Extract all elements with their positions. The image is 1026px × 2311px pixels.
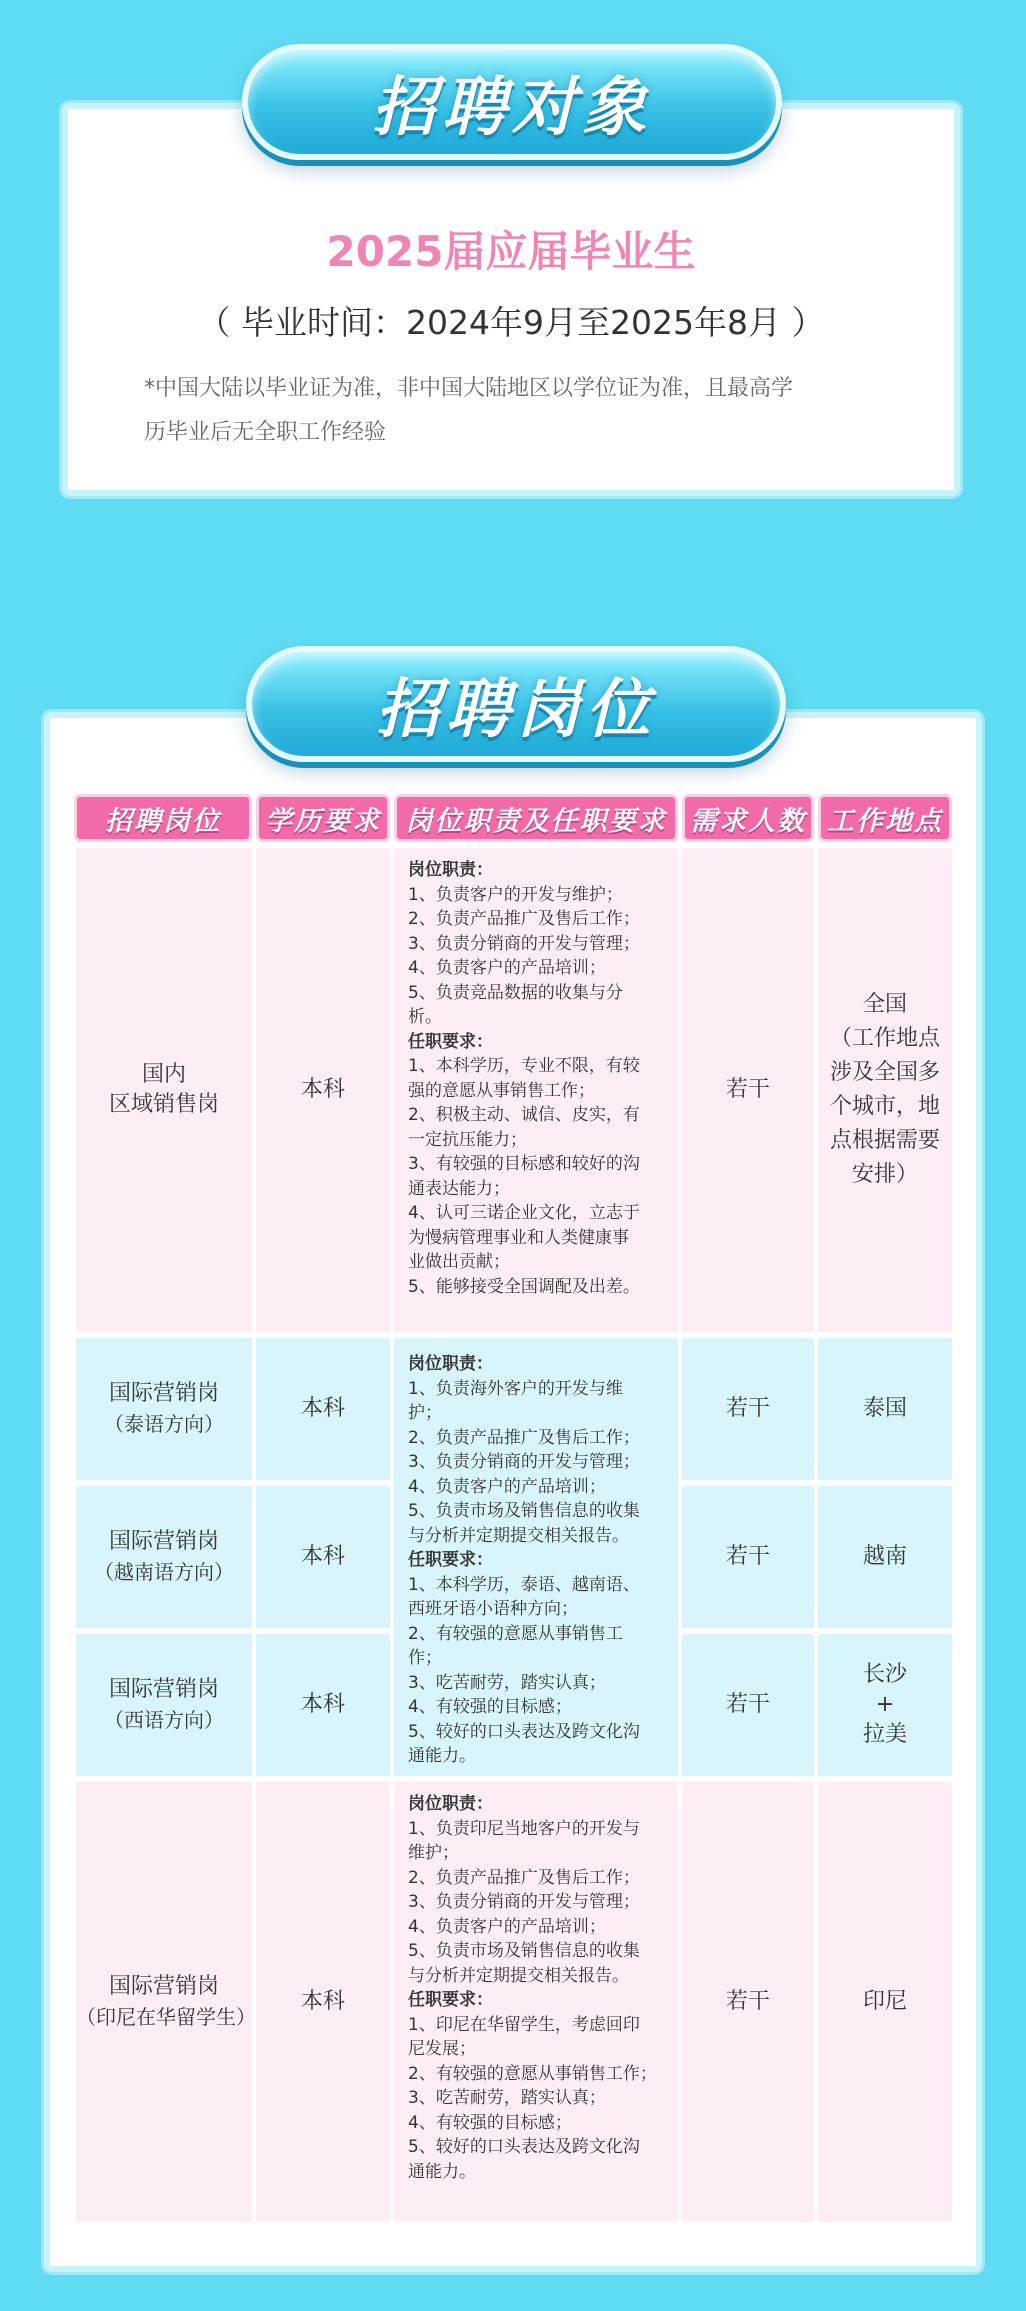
duty-item: 1、负责海外客户的开发与维 bbox=[408, 1378, 623, 1399]
requirement-item: 通能力。 bbox=[408, 1746, 476, 1766]
requirement-item: 1、印尼在华留学生，考虑回印 bbox=[408, 2014, 640, 2035]
table-row-position bbox=[76, 1634, 252, 1776]
location-line: 个城市，地 bbox=[829, 1094, 940, 1119]
table-row-position bbox=[76, 1782, 256, 2222]
position-name: 国内 bbox=[141, 1062, 186, 1087]
location-line: 涉及全国多 bbox=[829, 1060, 940, 1085]
header-education: 学历要求 bbox=[256, 794, 390, 842]
table-row-location: 印尼 bbox=[818, 1782, 952, 2222]
duties-heading: 岗位职责： bbox=[408, 860, 493, 880]
requirement-item: 5、较好的口头表达及跨文化沟 bbox=[408, 1721, 640, 1742]
position-name: 国际营销岗 bbox=[108, 1974, 219, 1999]
duty-item: 与分析并定期提交相关报告。 bbox=[408, 1965, 629, 1986]
table-row-headcount: 若干 bbox=[682, 848, 814, 1332]
table-row-education: 本科 bbox=[256, 1782, 390, 2222]
position-subname: （越南语方向） bbox=[94, 1560, 234, 1584]
requirement-item: 2、有较强的意愿从事销售工 bbox=[408, 1623, 623, 1644]
duty-item: 4、负责客户的产品培训； bbox=[408, 1476, 606, 1497]
position-subname: （西语方向） bbox=[104, 1708, 224, 1732]
requirement-item: 4、有较强的目标感； bbox=[408, 1697, 572, 1717]
location-line: 全国 bbox=[862, 992, 907, 1017]
note-line-2: 历毕业后无全职工作经验 bbox=[144, 420, 387, 445]
duty-item: 3、负责分销商的开发与管理； bbox=[408, 933, 640, 954]
header-location: 工作地点 bbox=[818, 794, 952, 842]
requirement-item: 4、有较强的目标感； bbox=[408, 2112, 572, 2133]
duties-heading: 岗位职责： bbox=[408, 1354, 493, 1374]
graduation-time: （ 毕业时间：2024年9月至2025年8月 ） bbox=[197, 303, 825, 342]
location-line: 长沙 bbox=[862, 1662, 907, 1687]
recruit-target-banner bbox=[242, 44, 782, 160]
duty-item: 5、负责市场及销售信息的收集 bbox=[408, 1501, 640, 1521]
requirement-item: 作； bbox=[408, 1648, 442, 1668]
table-row-location: 泰国 bbox=[818, 1338, 952, 1480]
requirement-item: 尼发展； bbox=[408, 2039, 476, 2059]
requirement-item: 3、有较强的目标感和较好的沟 bbox=[408, 1154, 640, 1174]
recruit-target-panel bbox=[62, 103, 960, 496]
location-line: 点根据需要 bbox=[829, 1128, 940, 1153]
requirement-item: 通表达能力； bbox=[408, 1178, 510, 1199]
requirement-item: 3、吃苦耐劳，踏实认真； bbox=[408, 2088, 606, 2108]
duty-item: 析。 bbox=[408, 1007, 442, 1027]
duty-item: 与分析并定期提交相关报告。 bbox=[408, 1525, 629, 1546]
duty-item: 5、负责市场及销售信息的收集 bbox=[408, 1941, 640, 1961]
location-line: （工作地点 bbox=[829, 1026, 940, 1051]
requirement-item: 通能力。 bbox=[408, 2161, 476, 2182]
table-row-headcount: 若干 bbox=[682, 1634, 814, 1776]
table-row-location: 越南 bbox=[818, 1486, 952, 1628]
eligibility-note bbox=[144, 367, 878, 455]
header-headcount: 需求人数 bbox=[682, 794, 814, 842]
table-row-education: 本科 bbox=[256, 848, 390, 1332]
table-row-duties bbox=[394, 848, 678, 1332]
table-row-duties bbox=[394, 1782, 678, 2222]
recruit-positions-title: 招聘岗位 bbox=[376, 673, 656, 747]
duty-item: 护； bbox=[408, 1403, 442, 1423]
header-position: 招聘岗位 bbox=[74, 794, 252, 842]
requirement-item: 3、吃苦耐劳，踏实认真； bbox=[408, 1672, 606, 1693]
duty-item: 3、负责分销商的开发与管理； bbox=[408, 1892, 640, 1912]
duty-item: 1、负责印尼当地客户的开发与 bbox=[408, 1818, 640, 1839]
table-row-headcount: 若干 bbox=[682, 1486, 814, 1628]
position-subname: 区域销售岗 bbox=[108, 1092, 219, 1117]
duty-item: 5、负责竞品数据的收集与分 bbox=[408, 982, 623, 1003]
recruit-positions-banner bbox=[246, 646, 786, 762]
requirement-item: 1、本科学历，泰语、越南语、 bbox=[408, 1574, 640, 1595]
position-subname: （印尼在华留学生） bbox=[76, 2005, 256, 2029]
position-name: 国际营销岗 bbox=[108, 1529, 219, 1554]
table-row-headcount: 若干 bbox=[682, 1338, 814, 1480]
position-subname: （泰语方向） bbox=[104, 1412, 224, 1436]
requirement-item: 2、积极主动、诚信、皮实，有 bbox=[408, 1105, 640, 1125]
duty-item: 维护； bbox=[408, 1843, 459, 1863]
duties-heading: 岗位职责： bbox=[408, 1794, 493, 1814]
requirement-item: 5、较好的口头表达及跨文化沟 bbox=[408, 2137, 640, 2157]
table-row-position bbox=[76, 1338, 252, 1480]
requirement-item: 1、本科学历，专业不限，有较 bbox=[408, 1056, 640, 1076]
duty-item: 1、负责客户的开发与维护； bbox=[408, 884, 623, 905]
requirements-heading: 任职要求： bbox=[408, 1990, 493, 2010]
duty-item: 2、负责产品推广及售后工作； bbox=[408, 1867, 640, 1888]
shared-duties-cell bbox=[394, 1338, 678, 1776]
duty-item: 2、负责产品推广及售后工作； bbox=[408, 1427, 640, 1448]
requirements-heading: 任职要求： bbox=[408, 1031, 493, 1052]
table-row-location bbox=[818, 848, 952, 1332]
table-row-education: 本科 bbox=[256, 1338, 390, 1480]
requirement-item: 5、能够接受全国调配及出差。 bbox=[408, 1276, 640, 1297]
duty-item: 3、负责分销商的开发与管理； bbox=[408, 1452, 640, 1472]
requirement-item: 强的意愿从事销售工作； bbox=[408, 1080, 595, 1101]
requirements-heading: 任职要求： bbox=[408, 1550, 493, 1570]
table-row-education: 本科 bbox=[256, 1634, 390, 1776]
requirement-item: 4、认可三诺企业文化，立志于 bbox=[408, 1203, 640, 1223]
location-line: 拉美 bbox=[862, 1722, 907, 1747]
requirement-item: 为慢病管理事业和人类健康事 bbox=[408, 1227, 629, 1248]
duty-item: 4、负责客户的产品培训； bbox=[408, 1916, 606, 1937]
table-row-position bbox=[76, 848, 252, 1332]
recruit-target-title: 招聘对象 bbox=[372, 71, 652, 145]
duty-item: 4、负责客户的产品培训； bbox=[408, 958, 606, 978]
requirement-item: 2、有较强的意愿从事销售工作； bbox=[408, 2063, 657, 2084]
requirement-item: 一定抗压能力； bbox=[408, 1129, 527, 1150]
location-line: + bbox=[875, 1692, 895, 1717]
table-row-headcount: 若干 bbox=[682, 1782, 814, 2222]
header-duties: 岗位职责及任职要求 bbox=[394, 794, 678, 842]
table-row-location bbox=[818, 1634, 952, 1776]
graduate-year: 2025届应届毕业生 bbox=[326, 227, 696, 276]
location-line: 安排） bbox=[851, 1162, 918, 1187]
position-name: 国际营销岗 bbox=[108, 1381, 219, 1406]
requirement-item: 业做出贡献； bbox=[408, 1252, 510, 1272]
table-row-education: 本科 bbox=[256, 1486, 390, 1628]
table-row-position bbox=[76, 1486, 252, 1628]
requirement-item: 西班牙语小语种方向； bbox=[408, 1599, 578, 1619]
note-line-1: *中国大陆以毕业证为准，非中国大陆地区以学位证为准，且最高学 bbox=[144, 376, 794, 401]
duty-item: 2、负责产品推广及售后工作； bbox=[408, 909, 640, 929]
position-name: 国际营销岗 bbox=[108, 1677, 219, 1702]
